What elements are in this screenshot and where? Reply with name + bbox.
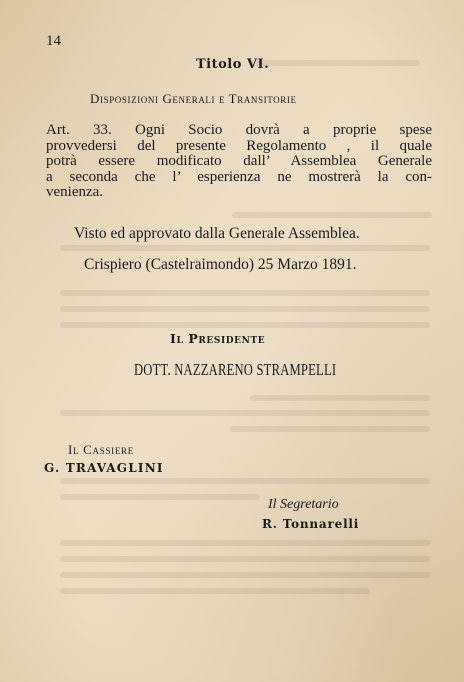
bleed-through-line [60,245,430,251]
approval-statement: Visto ed approvato dalla Generale Assemblea. [74,225,360,242]
cashier-name: G. TRAVAGLINI [44,461,164,475]
article-line: venienza. [46,184,104,200]
article-line: provvedersi del presente Regolamento , il quale [46,137,432,154]
bleed-through-line [60,306,430,312]
bleed-through-line [60,540,430,546]
bleed-through-line [60,478,430,484]
place-and-date: Crispiero (Castelraimondo) 25 Marzo 1891. [84,256,357,273]
bleed-through-line [230,426,430,432]
bleed-through-line [250,395,430,401]
cashier-title: Il Cassiere [68,442,134,457]
bleed-through-line [60,494,260,500]
secretary-name: R. Tonnarelli [262,517,360,531]
section-title: Disposizioni Generali e Transitorie [90,91,297,106]
secretary-title: Il Segretario [268,497,339,512]
article-33-paragraph [46,123,432,201]
page-number: 14 [46,33,61,49]
bleed-through-line [60,556,430,562]
article-line: Art. 33. Ogni Socio dovrà a proprie spese [46,122,432,138]
bleed-through-line [250,60,420,66]
article-line: potrà essere modificato dall’ Assemblea Generale [46,153,432,169]
bleed-through-line [60,588,370,594]
bleed-through-line [232,212,432,218]
president-title: Il Presidente [170,331,266,346]
article-line: a seconda che l’ esperienza ne mostrerà la con- [46,168,432,185]
bleed-through-line [60,290,430,296]
bleed-through-line [60,410,430,416]
bleed-through-line [60,572,430,578]
bleed-through-line [60,322,430,328]
president-name: DOTT. NAZZARENO STRAMPELLI [134,360,337,379]
page-title: Titolo VI. [196,57,270,72]
